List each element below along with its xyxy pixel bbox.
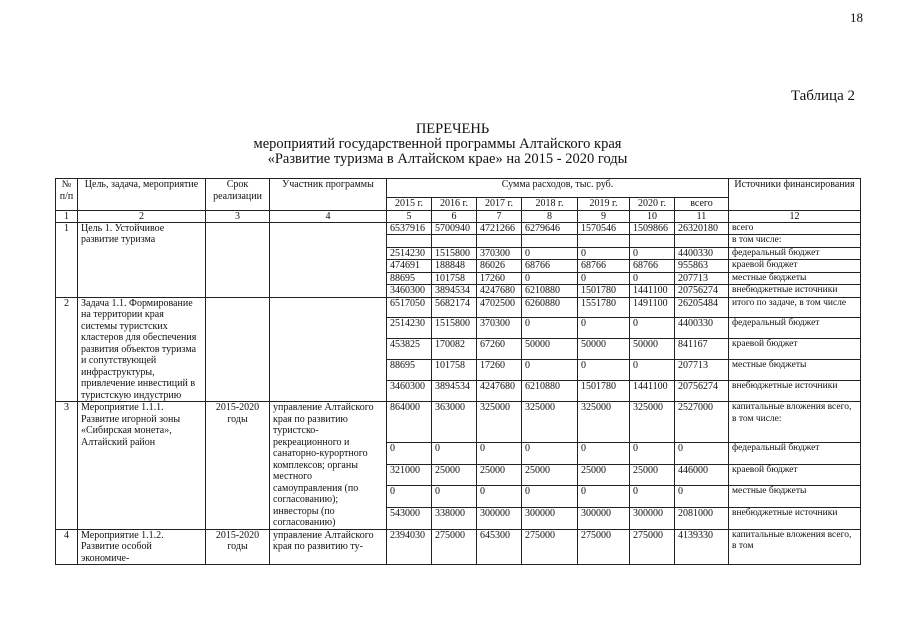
- column-number: 3: [206, 210, 270, 222]
- value-cell: 3460300: [387, 285, 432, 298]
- value-cell: 0: [387, 486, 432, 508]
- value-cell: 188848: [432, 260, 477, 273]
- row-participant: управление Алтайского края по развитию ту-: [270, 529, 387, 565]
- heading-line-2: «Развитие туризма в Алтайском крае» на 2015 - 2020 годы: [267, 151, 628, 167]
- value-cell: 300000: [630, 507, 675, 529]
- value-cell: 0: [432, 443, 477, 465]
- value-cell: [387, 235, 432, 248]
- value-cell: 6260880: [522, 297, 578, 318]
- value-cell: 25000: [630, 464, 675, 486]
- column-number: 1: [56, 210, 78, 222]
- value-cell: 325000: [477, 402, 522, 443]
- value-cell: 2527000: [675, 402, 729, 443]
- value-cell: 4247680: [477, 381, 522, 402]
- row-number: 1: [56, 222, 78, 297]
- value-cell: 5700940: [432, 222, 477, 235]
- funding-source: в том числе:: [729, 235, 861, 248]
- value-cell: 4702500: [477, 297, 522, 318]
- value-cell: [522, 235, 578, 248]
- table-row: [56, 402, 861, 443]
- value-cell: 26205484: [675, 297, 729, 318]
- value-cell: 0: [387, 443, 432, 465]
- value-cell: 170082: [432, 339, 477, 360]
- value-cell: 446000: [675, 464, 729, 486]
- value-cell: [578, 235, 630, 248]
- value-cell: 1501780: [578, 285, 630, 298]
- value-cell: 0: [578, 272, 630, 285]
- column-number: 5: [387, 210, 432, 222]
- value-cell: 0: [630, 443, 675, 465]
- row-name: Задача 1.1. Формирование на территории края системы туристских кластеров для обеспечения развития объектов туризма и сопутствующей инфраструктуры, привлечение инвестиций в туристскую индустрию: [78, 297, 206, 402]
- funding-source: краевой бюджет: [729, 260, 861, 273]
- value-cell: 0: [477, 443, 522, 465]
- value-cell: 275000: [630, 529, 675, 565]
- value-cell: 453825: [387, 339, 432, 360]
- row-number: 4: [56, 529, 78, 565]
- value-cell: 370300: [477, 247, 522, 260]
- value-cell: 2514230: [387, 247, 432, 260]
- table-row: [56, 222, 861, 235]
- value-cell: 0: [630, 360, 675, 381]
- header-year: 2016 г.: [432, 198, 477, 211]
- column-number: 2: [78, 210, 206, 222]
- funding-source: внебюджетные источники: [729, 507, 861, 529]
- value-cell: 6517050: [387, 297, 432, 318]
- value-cell: 25000: [578, 464, 630, 486]
- column-number: 6: [432, 210, 477, 222]
- value-cell: 275000: [578, 529, 630, 565]
- value-cell: 1501780: [578, 381, 630, 402]
- value-cell: 321000: [387, 464, 432, 486]
- value-cell: 300000: [522, 507, 578, 529]
- value-cell: 0: [578, 247, 630, 260]
- value-cell: 0: [522, 272, 578, 285]
- row-number: 2: [56, 297, 78, 402]
- value-cell: 0: [522, 360, 578, 381]
- value-cell: 474691: [387, 260, 432, 273]
- column-number: 8: [522, 210, 578, 222]
- value-cell: 207713: [675, 360, 729, 381]
- value-cell: 0: [432, 486, 477, 508]
- value-cell: 300000: [578, 507, 630, 529]
- value-cell: 6279646: [522, 222, 578, 235]
- funding-source: итого по задаче, в том числе: [729, 297, 861, 318]
- heading-title: ПЕРЕЧЕНЬ: [415, 121, 490, 137]
- value-cell: 841167: [675, 339, 729, 360]
- value-cell: 68766: [578, 260, 630, 273]
- heading-line-1: мероприятий государственной программы Алтайского края: [253, 136, 622, 152]
- column-number: 12: [729, 210, 861, 222]
- header-year: 2018 г.: [522, 198, 578, 211]
- value-cell: 0: [522, 443, 578, 465]
- funding-source: капитальные вложения всего, в том числе:: [729, 402, 861, 443]
- value-cell: 1570546: [578, 222, 630, 235]
- value-cell: 0: [578, 443, 630, 465]
- value-cell: 2394030: [387, 529, 432, 565]
- value-cell: 0: [578, 318, 630, 339]
- funding-source: краевой бюджет: [729, 464, 861, 486]
- header-year: 2020 г.: [630, 198, 675, 211]
- row-term: [206, 297, 270, 402]
- header-num: № п/п: [56, 179, 78, 211]
- value-cell: 325000: [578, 402, 630, 443]
- value-cell: 67260: [477, 339, 522, 360]
- page-number: 18: [850, 10, 863, 25]
- column-number: 11: [675, 210, 729, 222]
- value-cell: 88695: [387, 272, 432, 285]
- value-cell: 4400330: [675, 247, 729, 260]
- funding-source: всего: [729, 222, 861, 235]
- value-cell: 275000: [522, 529, 578, 565]
- value-cell: 3460300: [387, 381, 432, 402]
- column-number: 4: [270, 210, 387, 222]
- value-cell: 1491100: [630, 297, 675, 318]
- value-cell: 0: [578, 486, 630, 508]
- funding-source: федеральный бюджет: [729, 247, 861, 260]
- header-goal: Цель, задача, мероприятие: [78, 179, 206, 211]
- value-cell: 5682174: [432, 297, 477, 318]
- row-name: Мероприятие 1.1.1. Развитие игорной зоны «Сибирская монета», Алтайский район: [78, 402, 206, 530]
- funding-source: федеральный бюджет: [729, 318, 861, 339]
- value-cell: [477, 235, 522, 248]
- value-cell: 4721266: [477, 222, 522, 235]
- value-cell: 1515800: [432, 318, 477, 339]
- column-numbers-row: [56, 210, 861, 222]
- funding-source: местные бюджеты: [729, 360, 861, 381]
- value-cell: 68766: [522, 260, 578, 273]
- header-year: 2019 г.: [578, 198, 630, 211]
- value-cell: 2514230: [387, 318, 432, 339]
- value-cell: [675, 235, 729, 248]
- value-cell: 1551780: [578, 297, 630, 318]
- value-cell: 6537916: [387, 222, 432, 235]
- funding-source: федеральный бюджет: [729, 443, 861, 465]
- row-number: 3: [56, 402, 78, 530]
- value-cell: 4139330: [675, 529, 729, 565]
- value-cell: 0: [630, 247, 675, 260]
- value-cell: 26320180: [675, 222, 729, 235]
- value-cell: 645300: [477, 529, 522, 565]
- row-name: Цель 1. Устойчивое развитие туризма: [78, 222, 206, 297]
- row-participant: управление Алтайского края по развитию туристско-рекреационного и санаторно-курортного комплексов; органы местного самоуправления (по согласованию); инвесторы (по согласованию): [270, 402, 387, 530]
- value-cell: 0: [522, 247, 578, 260]
- header-year: всего: [675, 198, 729, 211]
- value-cell: 543000: [387, 507, 432, 529]
- column-number: 10: [630, 210, 675, 222]
- value-cell: 1515800: [432, 247, 477, 260]
- value-cell: 50000: [578, 339, 630, 360]
- value-cell: 3894534: [432, 285, 477, 298]
- value-cell: 0: [675, 486, 729, 508]
- value-cell: 1441100: [630, 381, 675, 402]
- value-cell: 68766: [630, 260, 675, 273]
- header-year: 2015 г.: [387, 198, 432, 211]
- value-cell: 50000: [630, 339, 675, 360]
- row-participant: [270, 222, 387, 297]
- value-cell: 0: [522, 486, 578, 508]
- value-cell: 4400330: [675, 318, 729, 339]
- table-row: [56, 529, 861, 565]
- value-cell: 275000: [432, 529, 477, 565]
- header-participant: Участник программы: [270, 179, 387, 211]
- funding-source: внебюджетные источники: [729, 285, 861, 298]
- events-table: [55, 178, 861, 565]
- row-name: Мероприятие 1.1.2. Развитие особой экономиче-: [78, 529, 206, 565]
- value-cell: 0: [578, 360, 630, 381]
- document-heading: [0, 122, 905, 167]
- value-cell: 25000: [432, 464, 477, 486]
- value-cell: 17260: [477, 360, 522, 381]
- value-cell: 0: [630, 318, 675, 339]
- value-cell: 370300: [477, 318, 522, 339]
- row-term: [206, 222, 270, 297]
- header-term: Срок реализации: [206, 179, 270, 211]
- value-cell: 1509866: [630, 222, 675, 235]
- value-cell: 20756274: [675, 285, 729, 298]
- value-cell: 50000: [522, 339, 578, 360]
- value-cell: 0: [522, 318, 578, 339]
- value-cell: 17260: [477, 272, 522, 285]
- value-cell: 6210880: [522, 285, 578, 298]
- value-cell: 0: [630, 272, 675, 285]
- value-cell: 101758: [432, 360, 477, 381]
- value-cell: 300000: [477, 507, 522, 529]
- header-sources: Источники финансирования: [729, 179, 861, 211]
- value-cell: 6210880: [522, 381, 578, 402]
- value-cell: 1441100: [630, 285, 675, 298]
- value-cell: 25000: [477, 464, 522, 486]
- row-term: 2015-2020 годы: [206, 529, 270, 565]
- header-year: 2017 г.: [477, 198, 522, 211]
- value-cell: 0: [477, 486, 522, 508]
- funding-source: краевой бюджет: [729, 339, 861, 360]
- funding-source: капитальные вложения всего, в том: [729, 529, 861, 565]
- funding-source: местные бюджеты: [729, 272, 861, 285]
- row-term: 2015-2020 годы: [206, 402, 270, 530]
- value-cell: 864000: [387, 402, 432, 443]
- value-cell: 86026: [477, 260, 522, 273]
- row-participant: [270, 297, 387, 402]
- value-cell: 4247680: [477, 285, 522, 298]
- value-cell: [432, 235, 477, 248]
- value-cell: 325000: [522, 402, 578, 443]
- funding-source: внебюджетные источники: [729, 381, 861, 402]
- table-label: Таблица 2: [790, 88, 855, 104]
- funding-source: местные бюджеты: [729, 486, 861, 508]
- value-cell: 101758: [432, 272, 477, 285]
- value-cell: 0: [630, 486, 675, 508]
- header-row-1: [56, 179, 861, 198]
- value-cell: 25000: [522, 464, 578, 486]
- table-row: [56, 297, 861, 318]
- value-cell: 338000: [432, 507, 477, 529]
- column-number: 7: [477, 210, 522, 222]
- value-cell: [630, 235, 675, 248]
- value-cell: 207713: [675, 272, 729, 285]
- value-cell: 88695: [387, 360, 432, 381]
- value-cell: 0: [675, 443, 729, 465]
- value-cell: 20756274: [675, 381, 729, 402]
- value-cell: 2081000: [675, 507, 729, 529]
- column-number: 9: [578, 210, 630, 222]
- value-cell: 3894534: [432, 381, 477, 402]
- value-cell: 955863: [675, 260, 729, 273]
- header-sum: Сумма расходов, тыс. руб.: [387, 179, 729, 198]
- value-cell: 363000: [432, 402, 477, 443]
- value-cell: 325000: [630, 402, 675, 443]
